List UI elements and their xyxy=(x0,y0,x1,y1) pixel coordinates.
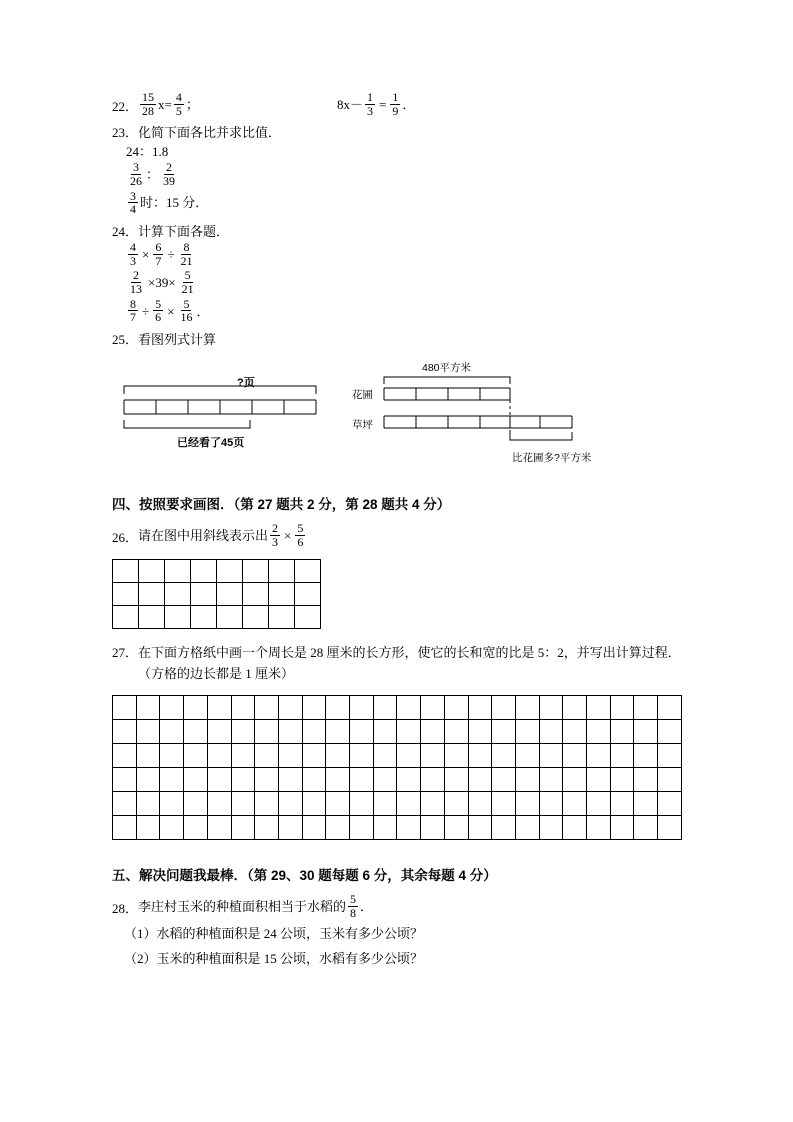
fraction-6-7: $\frac{6}{7}$ xyxy=(155,239,162,268)
grid-cell[interactable] xyxy=(278,744,302,768)
grid-cell[interactable] xyxy=(563,816,587,840)
grid-cell[interactable] xyxy=(587,744,611,768)
fraction-5-6: $\frac{5}{6}$ xyxy=(155,296,162,325)
grid-cell[interactable] xyxy=(563,696,587,720)
grid-cell[interactable] xyxy=(634,744,658,768)
operator-divide-2: ÷ xyxy=(142,303,150,319)
question-28-sub-1: （1）水稻的种植面积是 24 公顷，玉米有多少公顷？ xyxy=(124,926,424,942)
grid-cell[interactable] xyxy=(397,792,421,816)
grid-cell[interactable] xyxy=(326,768,350,792)
grid-cell[interactable] xyxy=(165,606,191,629)
grid-cell[interactable] xyxy=(634,720,658,744)
grid-cell[interactable] xyxy=(255,816,279,840)
grid-cell[interactable] xyxy=(444,768,468,792)
grid-cell[interactable] xyxy=(587,720,611,744)
grid-cell[interactable] xyxy=(231,792,255,816)
question-26-text: 请在图中用斜线表示出 xyxy=(138,527,269,543)
fraction-5-6-b: $\frac{5}{6}$ xyxy=(297,521,304,549)
grid-cell[interactable] xyxy=(113,720,137,744)
grid-cell[interactable] xyxy=(373,744,397,768)
left-bottom-label: 已经看了45页 xyxy=(177,437,245,449)
operator-times-39: ×39× xyxy=(148,275,176,291)
grid-cell[interactable] xyxy=(539,744,563,768)
grid-cell[interactable] xyxy=(658,720,682,744)
question-22-right-expression xyxy=(337,92,415,118)
grid-row xyxy=(113,560,321,583)
grid-cell[interactable] xyxy=(468,696,492,720)
grid-cell[interactable] xyxy=(160,744,184,768)
grid-cell[interactable] xyxy=(539,720,563,744)
grid-cell[interactable] xyxy=(350,792,374,816)
grid-row xyxy=(113,768,682,792)
fraction-1-3: $\frac{1}{3}$ xyxy=(367,90,374,118)
question-22-left-tail: ； xyxy=(185,96,199,112)
question-27-number: 27． xyxy=(112,645,139,661)
grid-cell[interactable] xyxy=(634,792,658,816)
ratio-colon: ： xyxy=(146,166,160,182)
question-22-right-tail: ． xyxy=(402,96,416,112)
grid-cell[interactable] xyxy=(658,792,682,816)
grid-cell[interactable] xyxy=(587,696,611,720)
grid-cell[interactable] xyxy=(539,696,563,720)
grid-cell[interactable] xyxy=(160,696,184,720)
grid-cell[interactable] xyxy=(255,768,279,792)
grid-cell[interactable] xyxy=(563,792,587,816)
grid-cell[interactable] xyxy=(515,792,539,816)
time-ratio-text: 时：15 分． xyxy=(140,195,209,211)
grid-cell[interactable] xyxy=(191,606,217,629)
grid-cell[interactable] xyxy=(269,560,295,583)
grid-cell[interactable] xyxy=(658,696,682,720)
grid-cell[interactable] xyxy=(610,792,634,816)
operator-divide-1: ÷ xyxy=(167,246,175,262)
grid-cell[interactable] xyxy=(421,744,445,768)
question-23-line-3 xyxy=(126,188,682,217)
grid-cell[interactable] xyxy=(184,768,208,792)
grid-cell[interactable] xyxy=(539,792,563,816)
grid-cell[interactable] xyxy=(326,744,350,768)
question-23-number: 23． xyxy=(112,125,139,141)
grid-cell[interactable] xyxy=(658,768,682,792)
grid-cell[interactable] xyxy=(302,816,326,840)
grid-cell[interactable] xyxy=(113,816,137,840)
grid-cell[interactable] xyxy=(302,744,326,768)
fraction-3-26: $\frac{3}{26}$ xyxy=(130,160,142,188)
grid-cell[interactable] xyxy=(563,768,587,792)
grid-cell[interactable] xyxy=(231,744,255,768)
grid-cell[interactable] xyxy=(165,560,191,583)
grid-cell[interactable] xyxy=(136,816,160,840)
grid-cell[interactable] xyxy=(278,768,302,792)
grid-row xyxy=(113,606,321,629)
equals-sign: = xyxy=(379,96,387,112)
fraction-2-39: $\frac{2}{39}$ xyxy=(163,160,176,188)
question-26 xyxy=(112,523,682,629)
question-24-title: 计算下面各题． xyxy=(138,224,230,239)
question-24-line-3-tail: ． xyxy=(196,303,210,319)
grid-cell[interactable] xyxy=(278,792,302,816)
grid-cell[interactable] xyxy=(468,720,492,744)
grid-cell[interactable] xyxy=(113,583,139,606)
operator-multiply-1: × xyxy=(142,246,150,262)
grid-cell[interactable] xyxy=(255,744,279,768)
fraction-5-16: $\frac{5}{16}$ xyxy=(180,296,193,325)
grid-cell[interactable] xyxy=(539,816,563,840)
grid-cell[interactable] xyxy=(295,606,321,629)
row1-label: 花圃 xyxy=(352,389,373,401)
question-23-title-row xyxy=(112,124,682,143)
grid-cell[interactable] xyxy=(468,744,492,768)
grid-cell[interactable] xyxy=(468,768,492,792)
grid-cell[interactable] xyxy=(302,696,326,720)
grid-cell[interactable] xyxy=(295,583,321,606)
grid-cell[interactable] xyxy=(243,560,269,583)
fraction-2-13: $\frac{2}{13}$ xyxy=(130,268,142,296)
grid-cell[interactable] xyxy=(184,792,208,816)
eight-x-minus: 8x－ xyxy=(337,96,364,112)
question-28-tail: ． xyxy=(360,898,374,914)
grid-cell[interactable] xyxy=(515,744,539,768)
grid-cell[interactable] xyxy=(539,768,563,792)
question-25-number: 25． xyxy=(112,332,139,348)
grid-cell[interactable] xyxy=(326,696,350,720)
grid-cell[interactable] xyxy=(184,720,208,744)
grid-cell[interactable] xyxy=(373,720,397,744)
question-24-title-row xyxy=(112,223,682,242)
question-27 xyxy=(112,643,682,840)
grid-cell[interactable] xyxy=(421,768,445,792)
grid-cell[interactable] xyxy=(634,816,658,840)
operator-multiply-3: × xyxy=(284,527,292,543)
grid-cell[interactable] xyxy=(326,720,350,744)
grid-cell[interactable] xyxy=(658,744,682,768)
grid-cell[interactable] xyxy=(160,792,184,816)
fraction-8-21: $\frac{8}{21}$ xyxy=(180,239,193,268)
grid-cell[interactable] xyxy=(278,720,302,744)
section-4-heading: 四、按照要求画图．（第 27 题共 2 分，第 28 题共 4 分） xyxy=(112,497,451,512)
question-26-grid[interactable] xyxy=(112,559,321,629)
grid-cell[interactable] xyxy=(444,720,468,744)
question-22 xyxy=(112,92,682,118)
grid-cell[interactable] xyxy=(231,696,255,720)
grid-cell[interactable] xyxy=(444,792,468,816)
grid-cell[interactable] xyxy=(373,816,397,840)
fraction-1-9: $\frac{1}{9}$ xyxy=(392,90,399,118)
grid-cell[interactable] xyxy=(397,696,421,720)
question-28-title-row xyxy=(112,894,682,920)
grid-cell[interactable] xyxy=(269,583,295,606)
grid-cell[interactable] xyxy=(350,768,374,792)
question-28-number: 28． xyxy=(112,900,139,916)
grid-cell[interactable] xyxy=(610,768,634,792)
grid-cell[interactable] xyxy=(587,768,611,792)
grid-cell[interactable] xyxy=(191,560,217,583)
grid-row xyxy=(113,720,682,744)
grid-cell[interactable] xyxy=(184,744,208,768)
grid-cell[interactable] xyxy=(397,816,421,840)
grid-cell[interactable] xyxy=(326,792,350,816)
grid-cell[interactable] xyxy=(492,792,516,816)
grid-cell[interactable] xyxy=(184,816,208,840)
grid-cell[interactable] xyxy=(136,696,160,720)
grid-cell[interactable] xyxy=(468,792,492,816)
grid-cell[interactable] xyxy=(350,744,374,768)
fraction-3-4: $\frac{3}{4}$ xyxy=(130,188,136,217)
grid-row xyxy=(113,816,682,840)
grid-cell[interactable] xyxy=(217,606,243,629)
grid-row xyxy=(113,696,682,720)
grid-cell[interactable] xyxy=(350,696,374,720)
grid-cell[interactable] xyxy=(610,720,634,744)
grid-cell[interactable] xyxy=(610,744,634,768)
question-25-title-row xyxy=(112,331,682,350)
question-27-text-row xyxy=(112,643,682,685)
question-25 xyxy=(112,331,682,475)
question-22-number: 22． xyxy=(112,98,139,114)
grid-cell[interactable] xyxy=(587,816,611,840)
grid-cell[interactable] xyxy=(295,560,321,583)
grid-cell[interactable] xyxy=(421,720,445,744)
grid-cell[interactable] xyxy=(302,720,326,744)
grid-cell[interactable] xyxy=(207,768,231,792)
grid-cell[interactable] xyxy=(492,816,516,840)
grid-cell[interactable] xyxy=(563,720,587,744)
question-23 xyxy=(112,124,682,217)
question-26-number: 26． xyxy=(112,529,139,545)
grid-cell[interactable] xyxy=(468,816,492,840)
question-28-text: 李庄村玉米的种植面积相当于水稻的 xyxy=(138,898,347,914)
grid-row xyxy=(113,792,682,816)
grid-cell[interactable] xyxy=(207,816,231,840)
question-28 xyxy=(112,894,682,972)
grid-cell[interactable] xyxy=(217,560,243,583)
grid-cell[interactable] xyxy=(207,720,231,744)
grid-cell[interactable] xyxy=(563,744,587,768)
grid-cell[interactable] xyxy=(217,583,243,606)
grid-cell[interactable] xyxy=(421,792,445,816)
grid-cell[interactable] xyxy=(326,816,350,840)
grid-cell[interactable] xyxy=(160,720,184,744)
fraction-8-7: $\frac{8}{7}$ xyxy=(130,296,136,325)
grid-cell[interactable] xyxy=(350,816,374,840)
row2-label: 草坪 xyxy=(352,419,373,431)
grid-cell[interactable] xyxy=(302,768,326,792)
grid-cell[interactable] xyxy=(113,744,137,768)
question-22-left-expression xyxy=(112,92,337,118)
grid-cell[interactable] xyxy=(139,606,165,629)
grid-cell[interactable] xyxy=(207,696,231,720)
right-top-label: 480平方米 xyxy=(422,362,472,374)
grid-cell[interactable] xyxy=(243,583,269,606)
grid-cell[interactable] xyxy=(397,720,421,744)
grid-cell[interactable] xyxy=(113,792,137,816)
grid-cell[interactable] xyxy=(255,720,279,744)
question-26-title-row xyxy=(112,523,682,549)
grid-cell[interactable] xyxy=(136,720,160,744)
grid-cell[interactable] xyxy=(165,583,191,606)
operator-multiply-2: × xyxy=(167,303,175,319)
grid-cell[interactable] xyxy=(231,720,255,744)
grid-cell[interactable] xyxy=(658,816,682,840)
grid-cell[interactable] xyxy=(231,816,255,840)
question-23-line-1: 24：1.8 xyxy=(126,144,169,160)
grid-cell[interactable] xyxy=(444,816,468,840)
grid-cell[interactable] xyxy=(492,696,516,720)
fraction-5-21: $\frac{5}{21}$ xyxy=(181,268,194,296)
grid-cell[interactable] xyxy=(444,696,468,720)
grid-cell[interactable] xyxy=(160,816,184,840)
question-24-number: 24． xyxy=(112,224,139,239)
grid-cell[interactable] xyxy=(373,792,397,816)
grid-cell[interactable] xyxy=(610,816,634,840)
grid-cell[interactable] xyxy=(397,744,421,768)
grid-cell[interactable] xyxy=(207,744,231,768)
fraction-5-8: $\frac{5}{8}$ xyxy=(350,892,357,920)
fraction-4-3: $\frac{4}{3}$ xyxy=(130,239,136,268)
fraction-4-5: $\frac{4}{5}$ xyxy=(175,90,182,118)
question-27-grid[interactable] xyxy=(112,695,682,840)
grid-cell[interactable] xyxy=(113,560,139,583)
grid-cell[interactable] xyxy=(350,720,374,744)
grid-cell[interactable] xyxy=(587,792,611,816)
grid-row xyxy=(113,583,321,606)
grid-cell[interactable] xyxy=(634,696,658,720)
grid-cell[interactable] xyxy=(492,768,516,792)
grid-cell[interactable] xyxy=(243,606,269,629)
grid-cell[interactable] xyxy=(113,696,137,720)
grid-cell[interactable] xyxy=(278,816,302,840)
grid-cell[interactable] xyxy=(191,583,217,606)
grid-cell[interactable] xyxy=(373,696,397,720)
question-24-line-1 xyxy=(126,239,682,268)
grid-cell[interactable] xyxy=(634,768,658,792)
grid-cell[interactable] xyxy=(492,744,516,768)
grid-cell[interactable] xyxy=(139,560,165,583)
equals-x: x= xyxy=(158,96,172,112)
question-25-diagram xyxy=(112,360,682,475)
grid-cell[interactable] xyxy=(421,696,445,720)
question-25-title: 看图列式计算 xyxy=(138,332,217,348)
question-24-line-3 xyxy=(126,296,682,325)
question-23-line-2 xyxy=(126,162,682,188)
section-5-heading: 五、解决问题我最棒．（第 29、30 题每题 6 分，其余每题 4 分） xyxy=(112,868,497,884)
grid-cell[interactable] xyxy=(444,744,468,768)
grid-cell[interactable] xyxy=(397,768,421,792)
grid-cell[interactable] xyxy=(421,816,445,840)
grid-cell[interactable] xyxy=(515,768,539,792)
grid-cell[interactable] xyxy=(231,768,255,792)
grid-cell[interactable] xyxy=(184,696,208,720)
grid-cell[interactable] xyxy=(136,792,160,816)
right-bottom-label: 比花圃多?平方米 xyxy=(512,452,592,464)
question-23-title: 化简下面各比并求比值． xyxy=(138,125,282,141)
question-24 xyxy=(112,223,682,325)
grid-cell[interactable] xyxy=(113,606,139,629)
grid-cell[interactable] xyxy=(136,744,160,768)
left-top-label: ?页 xyxy=(237,377,255,389)
grid-row xyxy=(113,744,682,768)
page-content xyxy=(112,88,682,972)
grid-cell[interactable] xyxy=(113,768,137,792)
grid-cell[interactable] xyxy=(160,768,184,792)
grid-cell[interactable] xyxy=(207,792,231,816)
grid-cell[interactable] xyxy=(302,792,326,816)
question-27-text: 在下面方格纸中画一个周长是 28 厘米的长方形，使它的长和宽的比是 5：2，并写出计算过程．（方格的边长都是 1 厘米） xyxy=(138,645,681,682)
question-24-line-2 xyxy=(126,270,682,296)
grid-cell[interactable] xyxy=(515,816,539,840)
fraction-2-3: $\frac{2}{3}$ xyxy=(272,521,279,549)
question-28-sub-2: （2）玉米的种植面积是 15 公顷，水稻有多少公顷？ xyxy=(124,951,424,967)
grid-cell[interactable] xyxy=(492,720,516,744)
grid-cell[interactable] xyxy=(515,720,539,744)
grid-cell[interactable] xyxy=(278,696,302,720)
fraction-15-28: $\frac{15}{28}$ xyxy=(142,90,155,118)
grid-cell[interactable] xyxy=(136,768,160,792)
grid-cell[interactable] xyxy=(515,696,539,720)
grid-cell[interactable] xyxy=(269,606,295,629)
grid-cell[interactable] xyxy=(373,768,397,792)
grid-cell[interactable] xyxy=(139,583,165,606)
grid-cell[interactable] xyxy=(610,696,634,720)
grid-cell[interactable] xyxy=(255,696,279,720)
grid-cell[interactable] xyxy=(255,792,279,816)
